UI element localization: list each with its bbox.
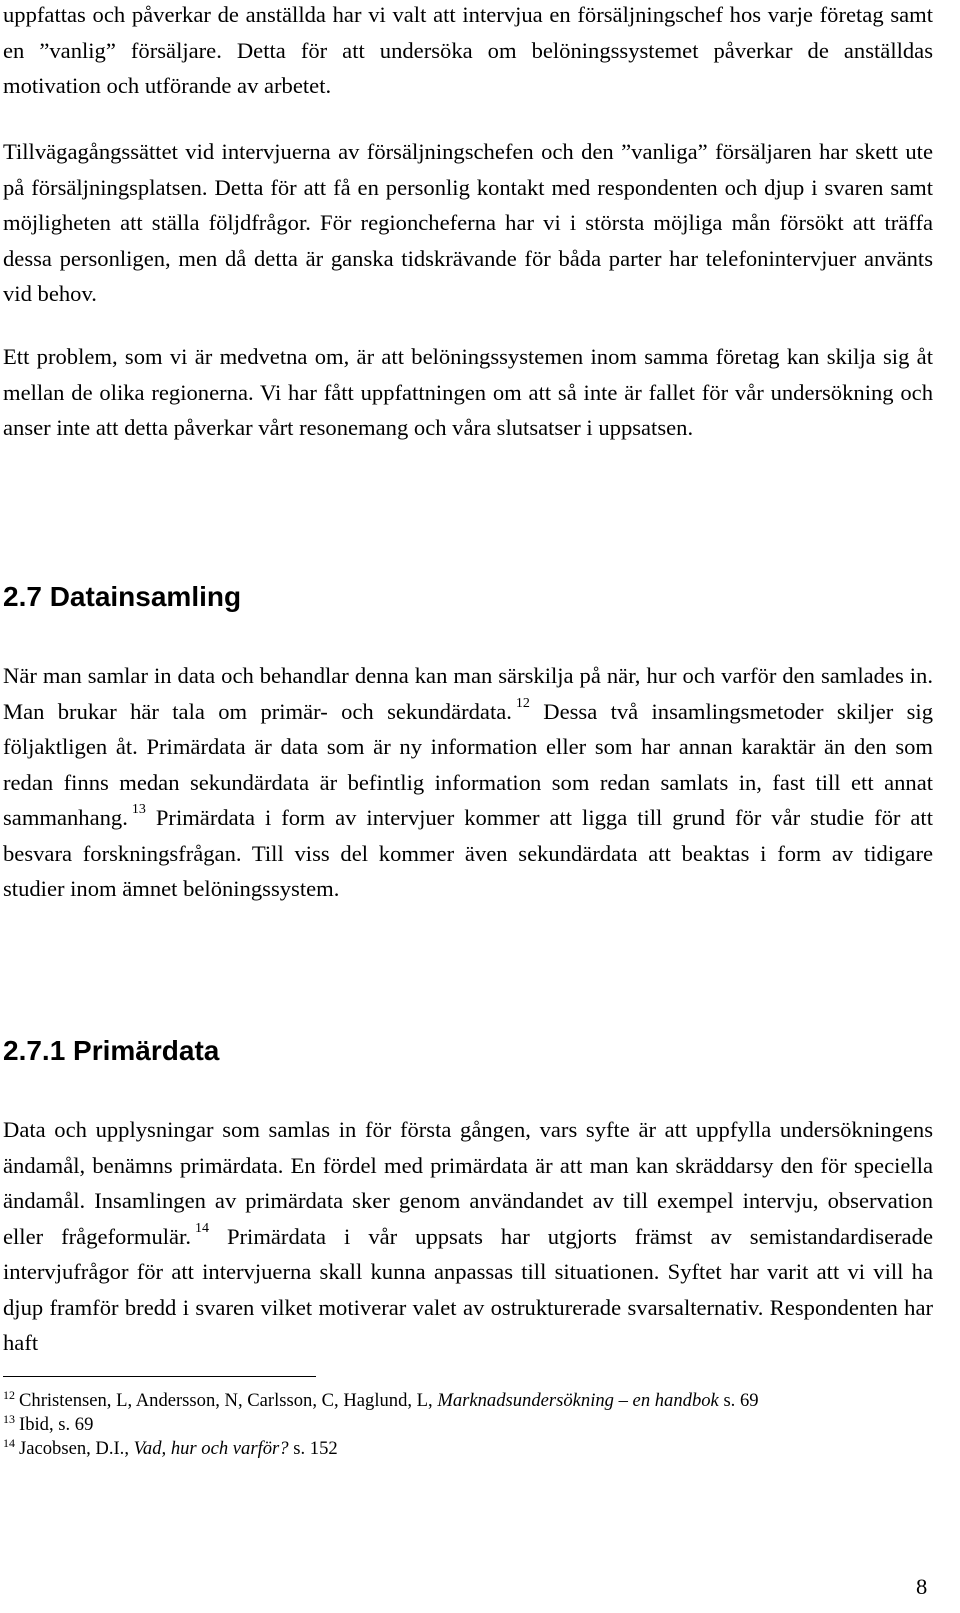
footnote-title: Vad, hur och varför? — [133, 1438, 289, 1459]
footnote-14 — [3, 1437, 338, 1462]
page-number: 8 — [916, 1574, 928, 1599]
paragraph-interview-method: Tillvägagångssättet vid intervjuerna av försäljningschefen och den ”vanliga” försäljaren har skett ute på försäljningsplatsen. Detta för att få en personlig kontakt med respondenten och djup i svaren samt möjligheten att ställa följdfrågor. För regioncheferna har vi i största möjliga mån försökt att träffa dessa personligen, men då detta är ganska tidskrävande för båda parter har telefonintervjuer använts vid behov. — [3, 139, 933, 306]
footnote-text: Christensen, L, Andersson, N, Carlsson, C, Haglund, L, — [19, 1390, 438, 1411]
footnote-reference: 13 — [131, 802, 146, 818]
section-heading-datainsamling: 2.7 Datainsamling — [3, 581, 242, 612]
footnote-13 — [3, 1413, 93, 1438]
footnote-reference: 12 — [515, 695, 530, 711]
footnote-number: 12 — [3, 1388, 15, 1402]
paragraph-primardata — [3, 1112, 933, 1361]
paragraph-text: Primärdata i vår uppsats har utgjorts främst av semistandardiserade intervjufrågor för att intervjuerna skall kunna anpassas till situationen. Syftet har varit att vi vill ha djup framför bredd i svaren vilket motiverar valet av ostrukturerade svarsalternativ. Respondenten har haft — [3, 1223, 933, 1355]
paragraph-text: Primärdata i form av intervjuer kommer att ligga till grund för vår studie för att besvara forskningsfrågan. Till viss del kommer även sekundärdata att beaktas i form av tidigare studier inom ämnet belöningssystem. — [3, 805, 933, 901]
footnote-12 — [3, 1389, 759, 1414]
footnote-title: Marknadsundersökning – en handbok — [437, 1390, 719, 1411]
footnote-text: s. 69 — [718, 1390, 759, 1411]
footnote-text: Jacobsen, D.I., — [19, 1438, 134, 1459]
footnote-text: s. 152 — [288, 1438, 338, 1459]
paragraph-datainsamling — [3, 658, 933, 907]
paragraph-text: När man samlar in data och behandlar denna kan man särskilja på när, hur och varför den samlades in. Man brukar här tala om primär- och sekundärdata. — [3, 663, 933, 724]
footnote-number: 14 — [3, 1436, 15, 1450]
footnote-reference: 14 — [194, 1220, 209, 1236]
paragraph-text: Data och upplysningar som samlas in för första gången, vars syfte är att uppfylla undersökningens ändamål, benämns primärdata. En fördel med primärdata är att man kan skräddarsy den för speciella ändamål. Insamlingen av primärdata sker genom användandet av till exempel intervju, observation eller frågeformulär. — [3, 1117, 933, 1249]
subsection-heading-primardata: 2.7.1 Primärdata — [3, 1035, 220, 1066]
footnote-number: 13 — [3, 1412, 15, 1426]
paragraph-interview-choice: uppfattas och påverkar de anställda har vi valt att intervjua en försäljningschef hos varje företag samt en ”vanlig” försäljare. Detta för att undersöka om belöningssystemet påverkar de anställdas motivation och utförande av arbetet. — [3, 2, 933, 98]
paragraph-problem: Ett problem, som vi är medvetna om, är att belöningssystemen inom samma företag kan skilja sig åt mellan de olika regionerna. Vi har fått uppfattningen om att så inte är fallet för vår undersökning och anser inte att detta påverkar vårt resonemang och våra slutsatser i uppsatsen. — [3, 344, 933, 440]
footnote-text: Ibid, s. 69 — [19, 1414, 94, 1435]
footnote-divider — [3, 1376, 316, 1377]
paragraph-text: Dessa två insamlingsmetoder skiljer sig följaktligen åt. Primärdata är data som är ny information eller som har annan karaktär än den som redan finns medan sekundärdata är befintlig information som redan samlats in, fast till ett annat sammanhang. — [3, 698, 934, 830]
